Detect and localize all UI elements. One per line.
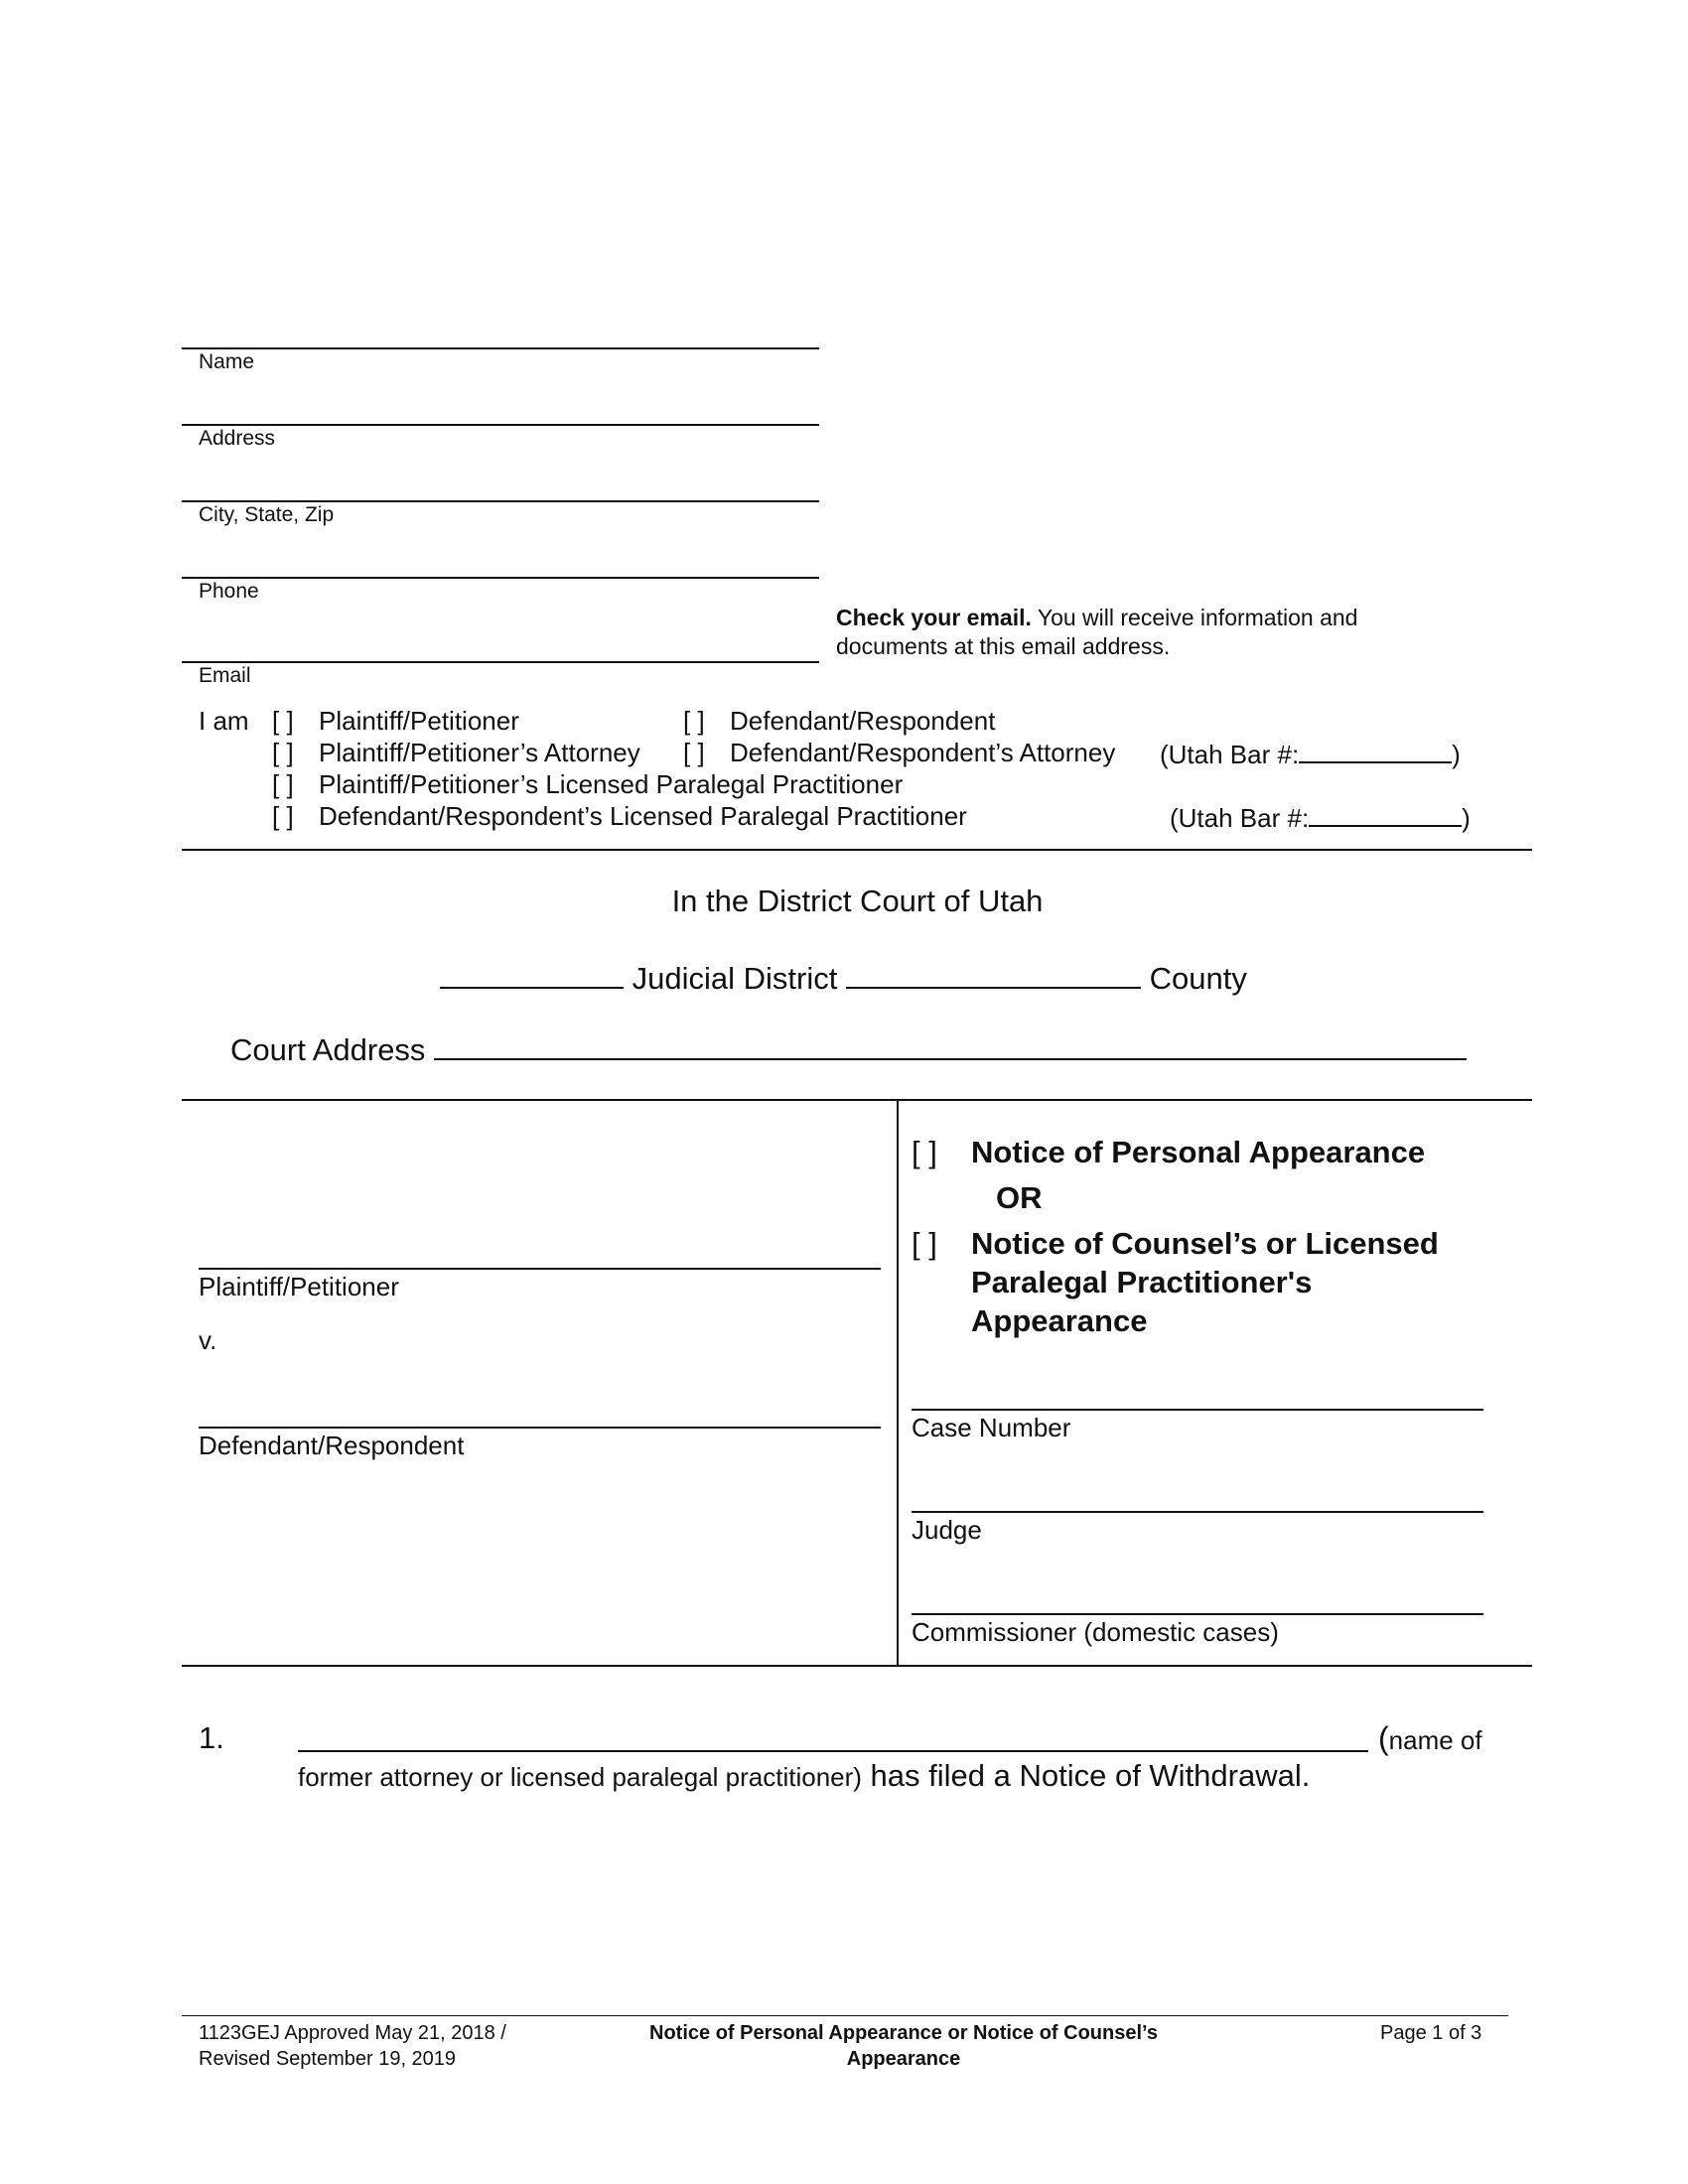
paren-open: ( — [1378, 1720, 1389, 1756]
utah-bar-suffix: ) — [1452, 740, 1461, 769]
name-of-note: name of — [1388, 1725, 1482, 1755]
utah-bar-field-1[interactable] — [1160, 738, 1461, 770]
revised-date: Revised September 19, 2019 — [199, 2048, 457, 2070]
checkbox-defendant-lpp[interactable]: [ ] — [272, 801, 294, 831]
checkbox-defendant[interactable]: [ ] — [683, 706, 705, 736]
email-label: Email — [199, 664, 251, 687]
judicial-district-label: Judicial District — [632, 961, 838, 996]
utah-bar-prefix: (Utah Bar #: — [1160, 740, 1300, 769]
checkbox-plaintiff-attorney[interactable]: [ ] — [272, 738, 294, 767]
option-defendant: Defendant/Respondent — [730, 706, 996, 736]
court-address-label: Court Address — [230, 1032, 426, 1067]
or-label: OR — [996, 1180, 1043, 1215]
checkbox-plaintiff-lpp[interactable]: [ ] — [272, 769, 294, 799]
notice-personal-appearance: Notice of Personal Appearance — [971, 1135, 1426, 1169]
county-blank[interactable] — [846, 955, 1141, 989]
judge-label: Judge — [912, 1515, 982, 1545]
plaintiff-label: Plaintiff/Petitioner — [199, 1272, 399, 1301]
judicial-district-blank[interactable] — [440, 955, 624, 989]
commissioner-label: Commissioner (domestic cases) — [912, 1617, 1279, 1647]
judicial-district-line — [440, 955, 1247, 997]
option-plaintiff-lpp: Plaintiff/Petitioner’s Licensed Paralegal Practitioner — [319, 769, 904, 799]
email-line[interactable] — [182, 661, 819, 663]
footer-title-line2: Appearance — [846, 2048, 961, 2070]
footer-title — [586, 2020, 1221, 2072]
versus: v. — [199, 1325, 217, 1355]
phone-line[interactable] — [182, 577, 819, 579]
address-label: Address — [199, 427, 276, 450]
option-defendant-attorney: Defendant/Respondent’s Attorney — [730, 738, 1116, 767]
former-attorney-note: former attorney or licensed paralegal practitioner) — [298, 1762, 862, 1792]
commissioner-line[interactable] — [912, 1613, 1483, 1615]
checkbox-personal-appearance[interactable]: [ ] — [912, 1135, 937, 1169]
email-notice — [836, 604, 1432, 661]
checkbox-defendant-attorney[interactable]: [ ] — [683, 738, 705, 767]
court-title: In the District Court of Utah — [671, 884, 1044, 918]
caption-bottom-border — [182, 1665, 1532, 1667]
case-number-label: Case Number — [912, 1413, 1071, 1442]
item-1-note-end — [1378, 1720, 1482, 1757]
name-line[interactable] — [182, 347, 819, 349]
notice-counsel-line2: Paralegal Practitioner's — [971, 1265, 1313, 1299]
item-1-number: 1. — [199, 1720, 224, 1755]
notice-counsel-line3: Appearance — [971, 1303, 1148, 1338]
page-number: Page 1 of 3 — [1380, 2022, 1482, 2044]
phone-label: Phone — [199, 580, 259, 603]
name-label: Name — [199, 350, 255, 373]
utah-bar-field-2[interactable] — [1170, 801, 1471, 834]
utah-bar-blank[interactable] — [1299, 738, 1452, 763]
option-defendant-lpp: Defendant/Respondent’s Licensed Paralegal Practitioner — [319, 801, 967, 831]
item-1-line2 — [298, 1758, 1310, 1794]
checkbox-counsel-appearance[interactable]: [ ] — [912, 1226, 937, 1261]
withdrawal-statement: has filed a Notice of Withdrawal. — [861, 1758, 1311, 1793]
utah-bar-suffix: ) — [1462, 803, 1471, 833]
plaintiff-line[interactable] — [199, 1268, 881, 1270]
former-attorney-line[interactable] — [298, 1750, 1368, 1752]
option-plaintiff: Plaintiff/Petitioner — [319, 706, 519, 736]
caption-top-border — [182, 1099, 1532, 1101]
footer-form-id — [199, 2020, 506, 2072]
judge-line[interactable] — [912, 1511, 1483, 1513]
checkbox-plaintiff[interactable]: [ ] — [272, 706, 294, 736]
court-address-line — [230, 1026, 1467, 1068]
divider — [182, 849, 1532, 851]
defendant-line[interactable] — [199, 1427, 881, 1429]
option-plaintiff-attorney: Plaintiff/Petitioner’s Attorney — [319, 738, 640, 767]
city-state-zip-label: City, State, Zip — [199, 503, 335, 526]
form-id: 1123GEJ Approved May 21, 2018 / — [199, 2022, 506, 2044]
caption-divider — [897, 1099, 899, 1665]
utah-bar-blank[interactable] — [1309, 801, 1462, 827]
address-line[interactable] — [182, 424, 819, 426]
utah-bar-prefix: (Utah Bar #: — [1170, 803, 1310, 833]
footer-title-line1: Notice of Personal Appearance or Notice of Counsel’s — [649, 2022, 1158, 2044]
footer-rule — [182, 2015, 1508, 2016]
case-number-line[interactable] — [912, 1409, 1483, 1411]
court-address-blank[interactable] — [434, 1026, 1467, 1060]
defendant-label: Defendant/Respondent — [199, 1431, 465, 1460]
notice-counsel-line1: Notice of Counsel’s or Licensed — [971, 1226, 1439, 1261]
email-notice-bold: Check your email. — [836, 605, 1032, 630]
city-state-zip-line[interactable] — [182, 500, 819, 502]
county-label: County — [1149, 961, 1247, 996]
email-notice-text: You will receive information and documents at this email address. — [836, 605, 1358, 659]
i-am-label: I am — [199, 706, 249, 736]
